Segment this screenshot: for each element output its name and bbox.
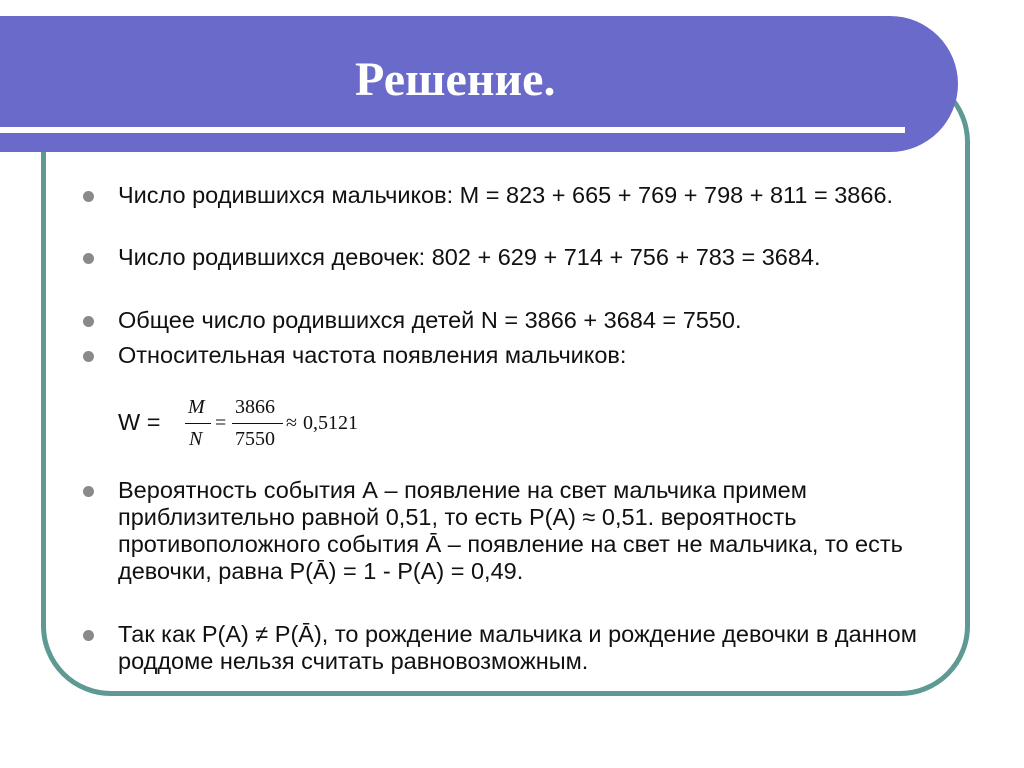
formula-n: N xyxy=(189,428,203,450)
formula-fraction-line-1 xyxy=(185,423,211,424)
slide-frame xyxy=(41,72,970,696)
total-count-bullet xyxy=(82,307,922,334)
formula-m: M xyxy=(188,396,205,418)
relative-frequency-formula xyxy=(118,396,398,454)
formula-fraction-line-2 xyxy=(232,423,283,424)
formula-approx: ≈ xyxy=(286,412,297,434)
conclusion-text: Так как Р(А) ≠ Р(Ā), то рождение мальчика и рождение девочки в данном роддоме нельзя считать равновозможным. xyxy=(118,621,917,674)
slide-title: Решение. xyxy=(355,53,556,106)
formula-label: W = xyxy=(118,409,161,435)
title-divider xyxy=(0,127,905,133)
relative-frequency-bullet xyxy=(82,342,922,369)
relative-frequency-text: Относительная частота появления мальчиков: xyxy=(118,342,627,368)
formula-result: 0,5121 xyxy=(303,412,358,434)
boys-count-bullet xyxy=(82,182,922,209)
total-count-text: Общее число родившихся детей N = 3866 + 3684 = 7550. xyxy=(118,307,742,333)
probability-bullet xyxy=(82,477,922,585)
girls-count-text: Число родившихся девочек: 802 + 629 + 714 + 756 + 783 = 3684. xyxy=(118,244,821,270)
probability-text: Вероятность события А – появление на свет мальчика примем приблизительно равной 0,51, то есть Р(А) ≈ 0,51. вероятность противоположного события Ā – появление на свет не мальчика, то есть девочки, равна Р(Ā) = 1 - Р(А) = 0,49. xyxy=(118,477,903,584)
formula-equals: = xyxy=(215,412,227,434)
formula-7550: 7550 xyxy=(235,428,275,450)
formula-3866: 3866 xyxy=(235,396,275,418)
boys-count-text: Число родившихся мальчиков: М = 823 + 665 + 769 + 798 + 811 = 3866. xyxy=(118,182,894,208)
girls-count-bullet xyxy=(82,244,922,271)
conclusion-bullet xyxy=(82,621,922,675)
